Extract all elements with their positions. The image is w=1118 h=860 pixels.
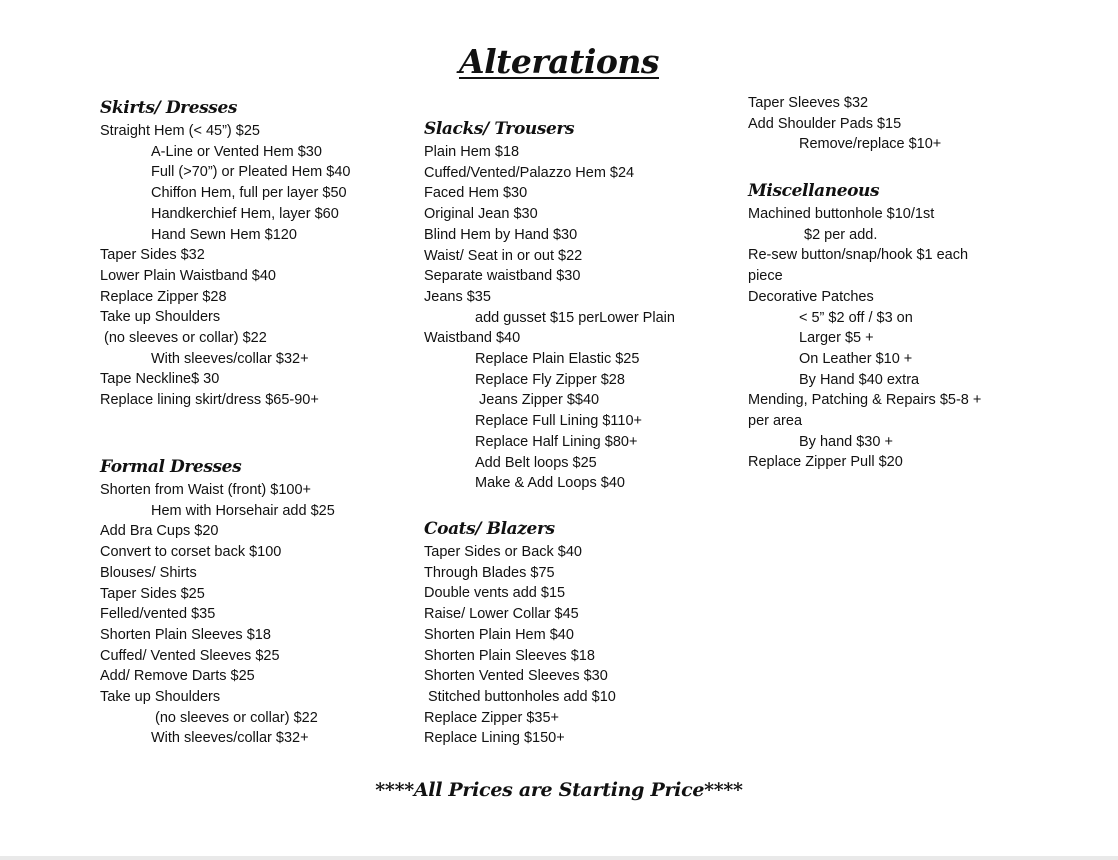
price-line: (no sleeves or collar) $22 xyxy=(104,330,267,347)
price-line: Plain Hem $18 xyxy=(424,144,520,160)
price-line: Raise/ Lower Collar $45 xyxy=(424,606,579,623)
price-line: < 5” $2 off / $3 on xyxy=(799,309,913,326)
price-line: Full (>70”) or Pleated Hem $40 xyxy=(151,164,351,181)
price-line: Tape Neckline$ 30 xyxy=(100,371,220,388)
price-line: Replace Fly Zipper $28 xyxy=(475,371,625,388)
section-skirts-dresses xyxy=(100,97,420,411)
price-line: Replace Lining $150+ xyxy=(424,730,565,747)
price-line: Decorative Patches xyxy=(748,288,874,305)
price-line: Jeans $35 xyxy=(424,288,491,305)
section-heading: Skirts/ Dresses xyxy=(100,98,238,118)
price-line: Replace Half Lining $80+ xyxy=(475,433,638,450)
section-slacks-trousers xyxy=(424,118,744,494)
price-line: Blouses/ Shirts xyxy=(100,564,197,581)
section-heading: Miscellaneous xyxy=(748,181,880,201)
price-line: Straight Hem (< 45”) $25 xyxy=(100,123,260,139)
price-line: Larger $5 + xyxy=(799,330,874,347)
price-line: Machined buttonhole $10/1st xyxy=(748,206,935,222)
price-line: With sleeves/collar $32+ xyxy=(151,350,309,367)
price-line: Replace lining skirt/dress $65-90+ xyxy=(100,392,319,409)
price-line: Add/ Remove Darts $25 xyxy=(100,668,255,685)
price-line: Remove/replace $10+ xyxy=(799,136,942,153)
price-line: Handkerchief Hem, layer $60 xyxy=(151,205,339,222)
price-line: Separate waistband $30 xyxy=(424,268,581,285)
footer-note: ****All Prices are Starting Price**** xyxy=(375,779,743,801)
price-line: per area xyxy=(748,413,803,430)
price-line: Add Bra Cups $20 xyxy=(100,523,219,540)
price-line: Taper Sides or Back $40 xyxy=(424,544,582,560)
section-heading: Slacks/ Trousers xyxy=(424,119,575,139)
price-line: Taper Sleeves $32 xyxy=(748,95,869,111)
price-line: Taper Sides $32 xyxy=(100,247,205,264)
price-line: Shorten Plain Sleeves $18 xyxy=(100,626,271,643)
price-line: On Leather $10 + xyxy=(799,350,913,367)
price-line: Take up Shoulders xyxy=(100,689,221,706)
price-line: Stitched buttonholes add $10 xyxy=(428,688,616,705)
page-bottom-edge xyxy=(0,856,1118,860)
price-line: Shorten Plain Sleeves $18 xyxy=(424,647,595,664)
price-line: Replace Zipper $35+ xyxy=(424,709,560,726)
section-heading: Formal Dresses xyxy=(100,457,242,477)
price-line: Hem with Horsehair add $25 xyxy=(151,502,335,519)
section-miscellaneous xyxy=(748,180,1068,473)
section-coats-blazers xyxy=(424,518,744,749)
price-line: Original Jean $30 xyxy=(424,206,538,223)
price-line: Waistband $40 xyxy=(424,330,521,347)
price-line: piece xyxy=(748,268,783,285)
price-line: Replace Zipper $28 xyxy=(100,288,227,305)
price-line: Add Belt loops $25 xyxy=(475,454,597,471)
price-line: Shorten from Waist (front) $100+ xyxy=(100,482,312,498)
price-line: Faced Hem $30 xyxy=(424,185,528,202)
price-line: Make & Add Loops $40 xyxy=(475,475,625,492)
price-line: With sleeves/collar $32+ xyxy=(151,730,309,747)
section-formal-dresses xyxy=(100,456,420,749)
price-line: Blind Hem by Hand $30 xyxy=(424,226,578,243)
price-line: Jeans Zipper $$40 xyxy=(479,392,600,409)
price-line: By hand $30 + xyxy=(799,433,893,450)
price-line: Chiffon Hem, full per layer $50 xyxy=(151,185,347,202)
price-line: A-Line or Vented Hem $30 xyxy=(151,143,322,160)
price-line: Shorten Plain Hem $40 xyxy=(424,626,574,643)
price-line: Through Blades $75 xyxy=(424,564,555,581)
price-line: add gusset $15 perLower Plain xyxy=(475,309,675,326)
price-line: Convert to corset back $100 xyxy=(100,544,282,561)
price-line: By Hand $40 extra xyxy=(799,371,920,388)
price-line: Felled/vented $35 xyxy=(100,606,216,623)
price-line: Mending, Patching & Repairs $5-8 + xyxy=(748,392,982,409)
price-line: Take up Shoulders xyxy=(100,309,221,326)
price-line: Cuffed/ Vented Sleeves $25 xyxy=(100,647,280,664)
price-line: Taper Sides $25 xyxy=(100,585,205,602)
price-line: Re-sew button/snap/hook $1 each xyxy=(748,247,969,264)
section-coats-continued xyxy=(748,93,1068,155)
price-line: Replace Full Lining $110+ xyxy=(475,413,642,430)
price-line: Lower Plain Waistband $40 xyxy=(100,267,276,284)
price-line: Shorten Vented Sleeves $30 xyxy=(424,668,608,685)
price-line: Replace Zipper Pull $20 xyxy=(748,454,903,471)
price-line: Double vents add $15 xyxy=(424,585,566,602)
price-line: (no sleeves or collar) $22 xyxy=(155,709,318,726)
price-line: Hand Sewn Hem $120 xyxy=(151,226,297,243)
price-line: Waist/ Seat in or out $22 xyxy=(424,247,583,264)
price-line: Replace Plain Elastic $25 xyxy=(475,351,640,368)
price-line: Cuffed/Vented/Palazzo Hem $24 xyxy=(424,164,635,181)
price-line: $2 per add. xyxy=(804,226,878,243)
section-heading: Coats/ Blazers xyxy=(424,519,555,539)
page-title: Alterations xyxy=(458,42,659,81)
price-line: Add Shoulder Pads $15 xyxy=(748,115,902,132)
